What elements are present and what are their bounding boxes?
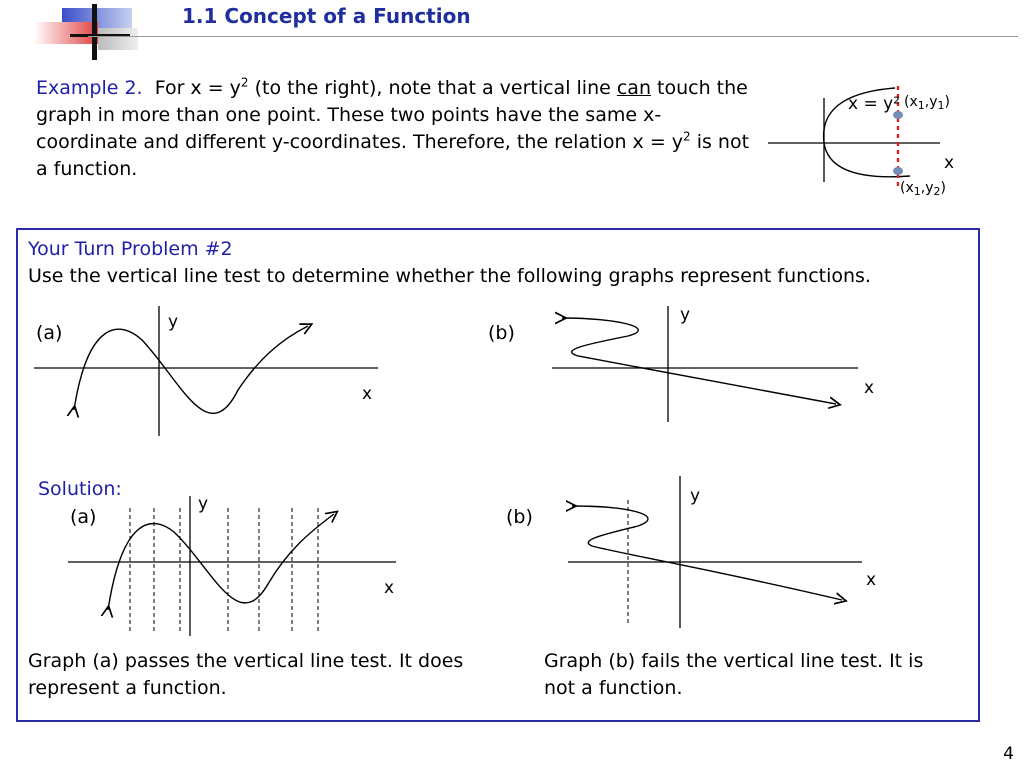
example-x-label: x <box>944 153 955 173</box>
conclusion-a: Graph (a) passes the vertical line test. It does represent a function. <box>28 650 464 699</box>
problem-b-label: (b) <box>488 322 515 344</box>
example-point2-label: $(x_1,y_2)$ <box>900 180 946 198</box>
example-label: Example 2. <box>36 77 143 99</box>
example-curve-label: x = y² <box>848 94 900 114</box>
solution-a-graph <box>66 488 400 638</box>
example-sup-1: 2 <box>240 75 249 90</box>
problem-a-x-label: x <box>362 384 373 404</box>
problem-b-y-label: y <box>680 305 691 325</box>
problem-b-curve <box>562 318 836 404</box>
example-paragraph <box>36 75 751 183</box>
solution-b-curve <box>572 506 842 600</box>
problem-a-y-label: y <box>168 312 179 332</box>
problem-a-curve <box>74 326 308 413</box>
example-sup-2: 2 <box>683 129 691 144</box>
solution-b-label: (b) <box>506 506 533 528</box>
slide-title: 1.1 Concept of a Function <box>182 4 471 28</box>
example-text-3: touch the graph in more than one point. These two points have the same x-coordinate and different y-coordinates. Therefore, the relation x = y <box>36 77 748 153</box>
solution-b-graph <box>566 470 866 630</box>
solution-a-x-label: x <box>384 578 395 598</box>
solution-a-vertical-lines <box>130 508 318 634</box>
solution-b-x-label: x <box>866 570 877 590</box>
problem-b-graph <box>548 300 868 430</box>
your-turn-instruction: Use the vertical line test to determine whether the following graphs represent functions. <box>28 265 871 287</box>
slide-logo-icon <box>30 0 140 62</box>
conclusion-b: Graph (b) fails the vertical line test. It is not a function. <box>544 650 924 699</box>
example-point-lower <box>893 167 903 175</box>
example-point1-label: $(x_1,y_1)$ <box>904 94 950 112</box>
problem-a-graph <box>30 300 380 440</box>
example-text-1: For x = y <box>154 77 241 99</box>
page-number: 4 <box>1003 744 1014 764</box>
problem-a-label: (a) <box>36 322 63 344</box>
solution-label: Solution: <box>38 478 122 500</box>
example-text-2: (to the right), note that a vertical line <box>248 77 617 99</box>
solution-a-y-label: y <box>198 494 209 514</box>
solution-a-label: (a) <box>70 506 97 528</box>
problem-b-x-label: x <box>864 378 875 398</box>
your-turn-title: Your Turn Problem #2 <box>28 238 233 260</box>
example-text-4: is not a function. <box>36 131 750 180</box>
solution-b-y-label: y <box>690 486 701 506</box>
example-underlined: can <box>616 77 651 99</box>
title-divider <box>88 36 1018 37</box>
